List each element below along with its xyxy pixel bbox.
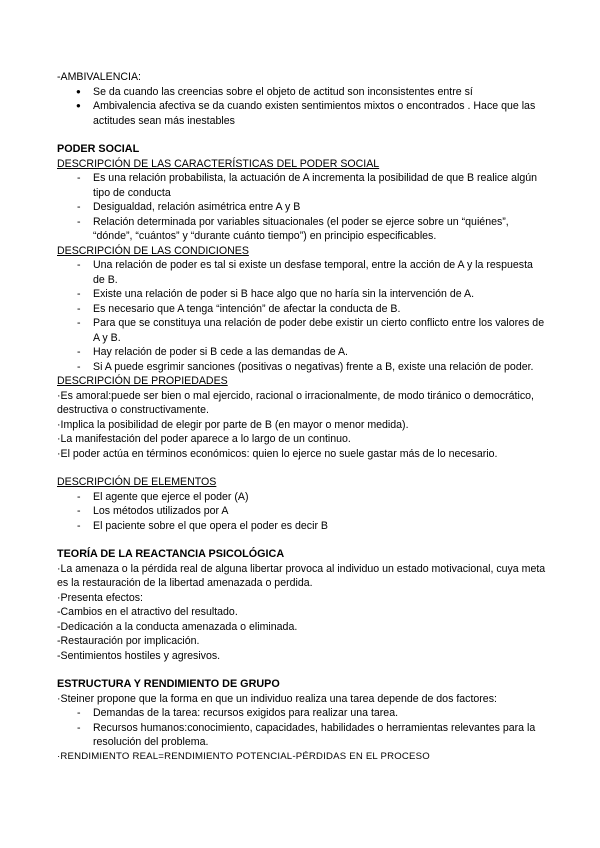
rendimiento-formula: ·RENDIMIENTO REAL=RENDIMIENTO POTENCIAL-PÉRDIDAS EN EL PROCESO	[57, 750, 430, 762]
reactancia-intro: ·La amenaza o la pérdida real de alguna libertar provoca al individuo un estado motivacional, cuya meta es la restauración de la libertad amenazada o perdida.	[57, 562, 546, 589]
subheading-elementos: DESCRIPCIÓN DE ELEMENTOS	[57, 476, 217, 488]
list-item: - Es necesario que A tenga “intención” de afectar la conducta de B.	[57, 302, 547, 317]
list-item: - Es una relación probabilista, la actuación de A incrementa la posibilidad de que B realice algún tipo de conducta	[57, 171, 547, 200]
list-item: - Recursos humanos:conocimiento, capacidades, habilidades o herramientas relevantes para la resolución del problema.	[57, 721, 547, 750]
section-heading-poder: PODER SOCIAL	[57, 143, 140, 155]
list-item: - Hay relación de poder si B cede a las demandas de A.	[57, 345, 547, 360]
efecto-item: -Dedicación a la conducta amenazada o eliminada.	[57, 620, 298, 633]
list-item: ● Ambivalencia afectiva se da cuando existen sentimientos mixtos o encontrados . Hace que las actitudes sean más inestables	[57, 99, 547, 128]
subheading-condiciones: DESCRIPCIÓN DE LAS CONDICIONES	[57, 244, 249, 257]
document-page	[57, 70, 547, 764]
condiciones-list	[57, 258, 547, 374]
propiedad-item: ·Implica la posibilidad de elegir por parte de B (en mayor o menor medida).	[57, 418, 409, 431]
propiedad-item: ·Es amoral:puede ser bien o mal ejercido, racional o irracionalmente, de modo tiránico o democrático, destructiva o constructivamente.	[57, 389, 534, 416]
caracteristicas-list	[57, 171, 547, 244]
list-item: - Los métodos utilizados por A	[57, 504, 547, 519]
grupo-list	[57, 706, 547, 750]
list-item: ● Se da cuando las creencias sobre el objeto de actitud son inconsistentes entre sí	[57, 85, 547, 100]
subheading-propiedades: DESCRIPCIÓN DE PROPIEDADES	[57, 375, 228, 387]
list-item: - Si A puede esgrimir sanciones (positivas o negativas) frente a B, existe una relación de poder.	[57, 360, 547, 375]
grupo-intro: ·Steiner propone que la forma en que un individuo realiza una tarea depende de dos factores:	[57, 692, 497, 705]
list-item: - Una relación de poder es tal si existe un desfase temporal, entre la acción de A y la respuesta de B.	[57, 258, 547, 287]
section-heading-grupo: ESTRUCTURA Y RENDIMIENTO DE GRUPO	[57, 678, 280, 690]
section-heading-reactancia: TEORÍA DE LA REACTANCIA PSICOLÓGICA	[57, 548, 285, 560]
efecto-item: -Cambios en el atractivo del resultado.	[57, 606, 238, 618]
subheading-caracteristicas: DESCRIPCIÓN DE LAS CARACTERÍSTICAS DEL PODER SOCIAL	[57, 157, 380, 170]
list-item: - Para que se constituya una relación de poder debe existir un cierto conflicto entre los valores de A y B.	[57, 316, 547, 345]
list-item: - Existe una relación de poder si B hace algo que no haría sin la intervención de A.	[57, 287, 547, 302]
list-item: - Demandas de la tarea: recursos exigidos para realizar una tarea.	[57, 706, 547, 721]
propiedad-item: ·La manifestación del poder aparece a lo largo de un continuo.	[57, 433, 351, 445]
ambivalencia-title: -AMBIVALENCIA:	[57, 71, 141, 83]
efecto-item: -Sentimientos hostiles y agresivos.	[57, 649, 221, 662]
propiedad-item: ·El poder actúa en términos económicos: quien lo ejerce no suele gastar más de lo necesario.	[57, 447, 498, 460]
list-item: - Desigualdad, relación asimétrica entre A y B	[57, 200, 547, 215]
elementos-list	[57, 490, 547, 534]
ambivalencia-list	[57, 85, 547, 129]
list-item: - El agente que ejerce el poder (A)	[57, 490, 547, 505]
list-item: - El paciente sobre el que opera el poder es decir B	[57, 519, 547, 534]
efectos-title: ·Presenta efectos:	[57, 591, 143, 604]
efecto-item: -Restauración por implicación.	[57, 635, 200, 647]
list-item: - Relación determinada por variables situacionales (el poder se ejerce sobre un “quiénes”, “dónde”, “cuántos” y “durante cuánto tiempo”) en principio especificables.	[57, 215, 547, 244]
